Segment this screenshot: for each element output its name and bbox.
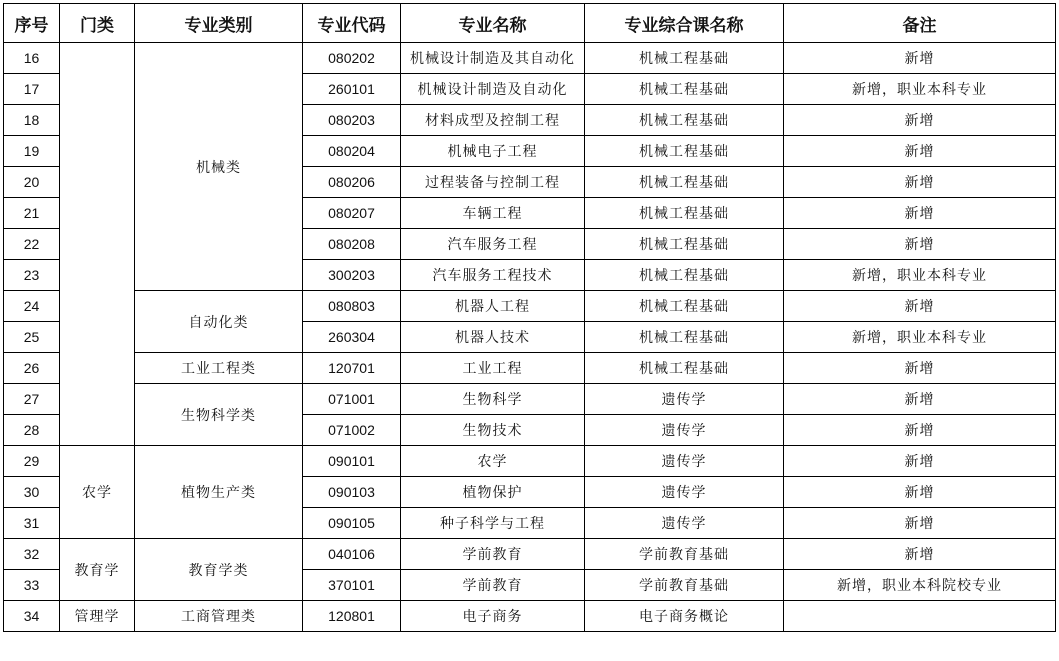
row-no: 22 (4, 229, 60, 260)
row-no: 26 (4, 353, 60, 384)
note: 新增 (784, 198, 1056, 229)
header-major-name: 专业名称 (401, 4, 585, 43)
table-row (4, 539, 1056, 570)
major-code: 120701 (303, 353, 401, 384)
major-name: 生物科学 (401, 384, 585, 415)
table-row (4, 601, 1056, 632)
course-name: 机械工程基础 (585, 167, 784, 198)
major-name: 车辆工程 (401, 198, 585, 229)
major-name: 电子商务 (401, 601, 585, 632)
row-no: 32 (4, 539, 60, 570)
course-name: 学前教育基础 (585, 539, 784, 570)
note: 新增 (784, 384, 1056, 415)
course-name: 机械工程基础 (585, 43, 784, 74)
table-row (4, 384, 1056, 415)
major-code: 071002 (303, 415, 401, 446)
row-no: 31 (4, 508, 60, 539)
category-cell: 教育学 (60, 539, 135, 601)
header-category: 门类 (60, 4, 135, 43)
row-no: 16 (4, 43, 60, 74)
note: 新增 (784, 136, 1056, 167)
row-no: 21 (4, 198, 60, 229)
note: 新增 (784, 105, 1056, 136)
table-row (4, 291, 1056, 322)
note: 新增 (784, 446, 1056, 477)
course-name: 机械工程基础 (585, 74, 784, 105)
course-name: 遗传学 (585, 415, 784, 446)
course-name: 遗传学 (585, 508, 784, 539)
major-name: 种子科学与工程 (401, 508, 585, 539)
major-code: 090103 (303, 477, 401, 508)
note: 新增 (784, 291, 1056, 322)
major-name: 汽车服务工程技术 (401, 260, 585, 291)
major-code: 370101 (303, 570, 401, 601)
major-name: 材料成型及控制工程 (401, 105, 585, 136)
category-cell (60, 43, 135, 446)
major-code: 040106 (303, 539, 401, 570)
row-no: 18 (4, 105, 60, 136)
major-code: 080202 (303, 43, 401, 74)
table-row (4, 353, 1056, 384)
category-cell: 管理学 (60, 601, 135, 632)
course-name: 机械工程基础 (585, 260, 784, 291)
major-type-cell: 工商管理类 (135, 601, 303, 632)
table-row (4, 446, 1056, 477)
major-type-cell: 自动化类 (135, 291, 303, 353)
major-name: 生物技术 (401, 415, 585, 446)
note: 新增 (784, 539, 1056, 570)
header-note: 备注 (784, 4, 1056, 43)
majors-table (3, 3, 1056, 632)
note: 新增 (784, 415, 1056, 446)
major-code: 080204 (303, 136, 401, 167)
course-name: 遗传学 (585, 477, 784, 508)
note (784, 601, 1056, 632)
header-major-code: 专业代码 (303, 4, 401, 43)
major-code: 260304 (303, 322, 401, 353)
major-type-cell: 机械类 (135, 43, 303, 291)
major-name: 工业工程 (401, 353, 585, 384)
major-name: 汽车服务工程 (401, 229, 585, 260)
row-no: 24 (4, 291, 60, 322)
major-name: 机器人工程 (401, 291, 585, 322)
major-name: 学前教育 (401, 539, 585, 570)
row-no: 29 (4, 446, 60, 477)
major-name: 机械电子工程 (401, 136, 585, 167)
major-type-cell: 植物生产类 (135, 446, 303, 539)
major-code: 260101 (303, 74, 401, 105)
note: 新增，职业本科院校专业 (784, 570, 1056, 601)
major-code: 080803 (303, 291, 401, 322)
major-name: 过程装备与控制工程 (401, 167, 585, 198)
note: 新增，职业本科专业 (784, 260, 1056, 291)
course-name: 机械工程基础 (585, 136, 784, 167)
major-type-cell: 生物科学类 (135, 384, 303, 446)
major-code: 300203 (303, 260, 401, 291)
header-major-type: 专业类别 (135, 4, 303, 43)
note: 新增 (784, 167, 1056, 198)
row-no: 34 (4, 601, 60, 632)
major-code: 080203 (303, 105, 401, 136)
row-no: 23 (4, 260, 60, 291)
major-name: 植物保护 (401, 477, 585, 508)
major-name: 机器人技术 (401, 322, 585, 353)
major-name: 学前教育 (401, 570, 585, 601)
course-name: 机械工程基础 (585, 353, 784, 384)
row-no: 20 (4, 167, 60, 198)
note: 新增，职业本科专业 (784, 74, 1056, 105)
note: 新增 (784, 508, 1056, 539)
major-code: 120801 (303, 601, 401, 632)
note: 新增，职业本科专业 (784, 322, 1056, 353)
course-name: 机械工程基础 (585, 291, 784, 322)
note: 新增 (784, 229, 1056, 260)
major-code: 090105 (303, 508, 401, 539)
row-no: 33 (4, 570, 60, 601)
major-code: 080208 (303, 229, 401, 260)
note: 新增 (784, 353, 1056, 384)
major-name: 农学 (401, 446, 585, 477)
major-name: 机械设计制造及其自动化 (401, 43, 585, 74)
course-name: 遗传学 (585, 446, 784, 477)
major-code: 080206 (303, 167, 401, 198)
major-type-cell: 工业工程类 (135, 353, 303, 384)
table-row (4, 43, 1056, 74)
category-cell: 农学 (60, 446, 135, 539)
header-no: 序号 (4, 4, 60, 43)
header-course-name: 专业综合课名称 (585, 4, 784, 43)
major-type-cell: 教育学类 (135, 539, 303, 601)
course-name: 电子商务概论 (585, 601, 784, 632)
course-name: 遗传学 (585, 384, 784, 415)
row-no: 28 (4, 415, 60, 446)
course-name: 机械工程基础 (585, 198, 784, 229)
row-no: 30 (4, 477, 60, 508)
course-name: 学前教育基础 (585, 570, 784, 601)
major-name: 机械设计制造及自动化 (401, 74, 585, 105)
row-no: 17 (4, 74, 60, 105)
major-code: 090101 (303, 446, 401, 477)
course-name: 机械工程基础 (585, 322, 784, 353)
header-row (4, 4, 1056, 43)
major-code: 071001 (303, 384, 401, 415)
course-name: 机械工程基础 (585, 229, 784, 260)
major-code: 080207 (303, 198, 401, 229)
note: 新增 (784, 477, 1056, 508)
note: 新增 (784, 43, 1056, 74)
row-no: 27 (4, 384, 60, 415)
course-name: 机械工程基础 (585, 105, 784, 136)
row-no: 19 (4, 136, 60, 167)
row-no: 25 (4, 322, 60, 353)
